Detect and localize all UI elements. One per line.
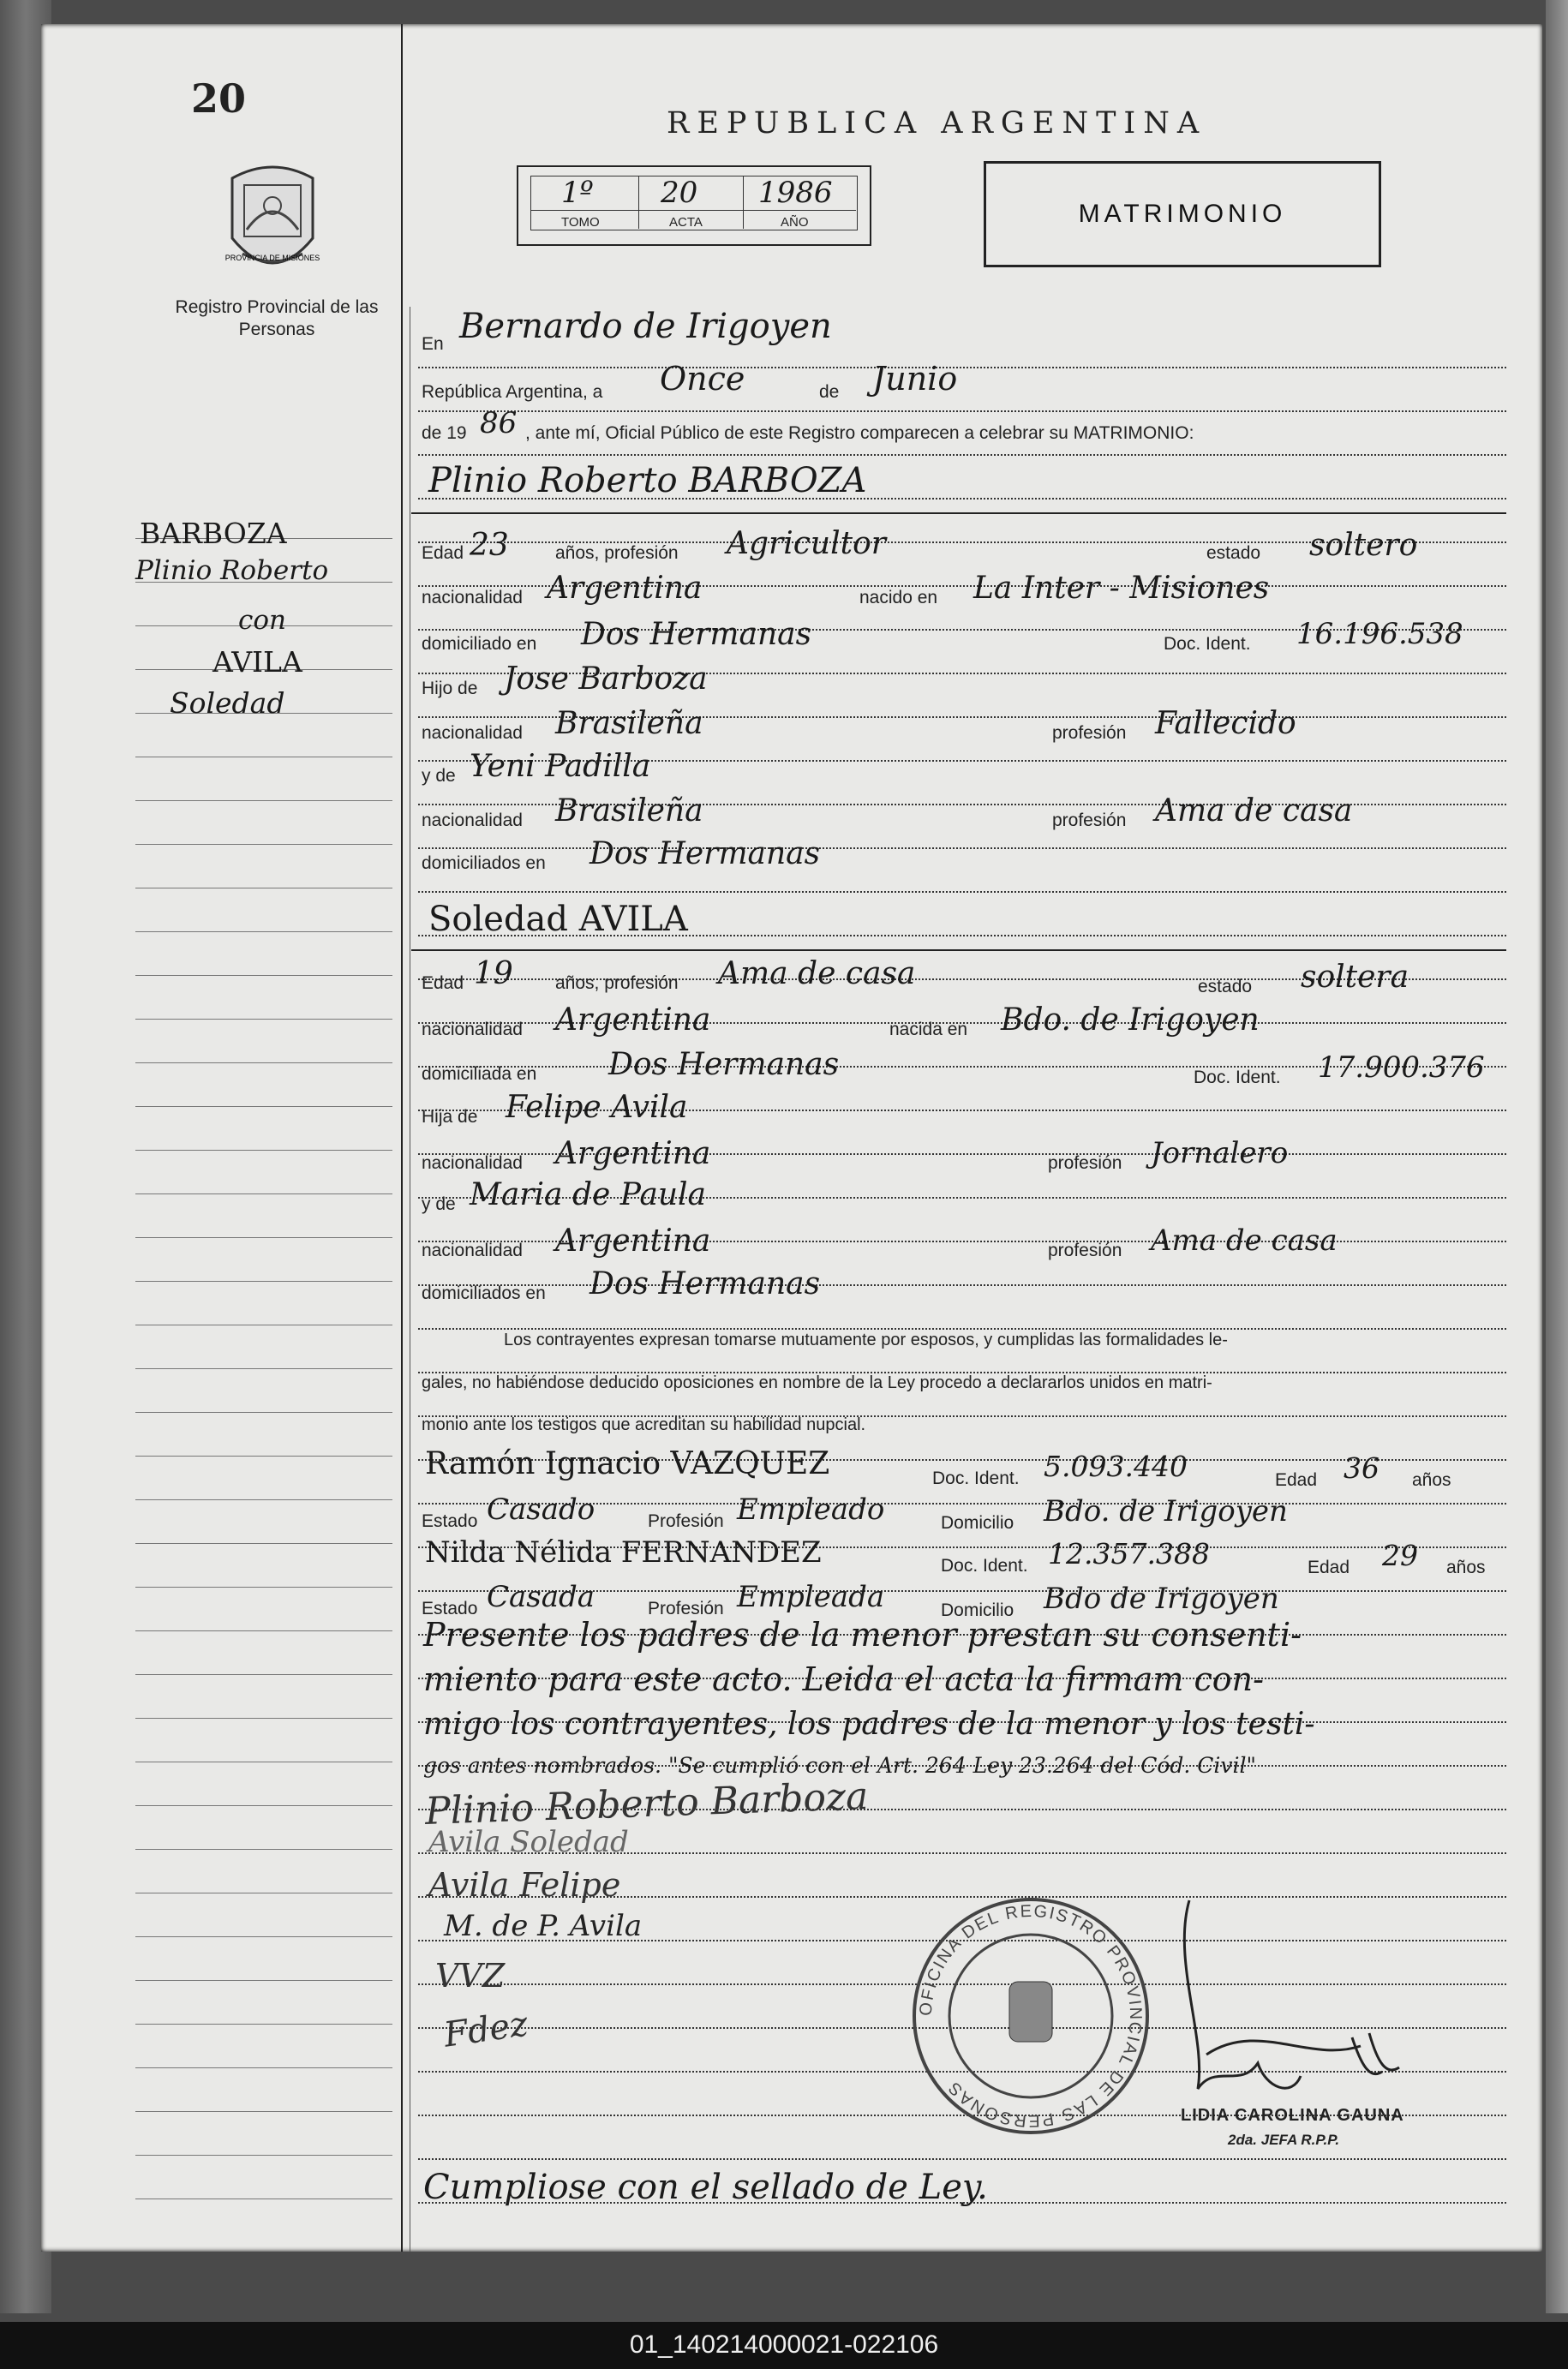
groom-father-label: Hijo de <box>422 679 478 698</box>
groom-nacido: La Inter - Misiones <box>973 571 1270 606</box>
bride-separator <box>411 949 1506 951</box>
column-divider <box>401 24 403 2252</box>
signature-bride-father: Avila Felipe <box>428 1866 621 1904</box>
groom-edad-label: Edad <box>422 543 464 563</box>
bride-nacida-label: nacida en <box>889 1020 968 1039</box>
witness1-profesion: Empleado <box>737 1493 885 1527</box>
bride-parents-dom-label: domiciliados en <box>422 1283 546 1303</box>
page-number: 20 <box>191 75 247 122</box>
witness1-profesion-label: Profesión <box>648 1511 724 1531</box>
witness1-domicilio-label: Domicilio <box>941 1513 1014 1533</box>
groom-nac: Argentina <box>547 571 703 606</box>
witness2-edad-label: Edad <box>1308 1558 1350 1577</box>
witness2-estado-label: Estado <box>422 1599 478 1618</box>
bride-nac-label: nacionalidad <box>422 1020 523 1039</box>
margin-ruled-line <box>135 1456 392 1457</box>
groom-parents-dom: Dos Hermanas <box>589 836 821 871</box>
bride-doc: 17.900.376 <box>1318 1050 1485 1085</box>
witness2-doc: 12.357.388 <box>1048 1537 1210 1570</box>
witness2-profesion: Empleada <box>737 1580 885 1614</box>
official-signature-icon <box>1155 1892 1421 2115</box>
month-value: Junio <box>872 360 958 398</box>
margin-ruled-line <box>135 1281 392 1282</box>
bride-father-nac-label: nacionalidad <box>422 1153 523 1173</box>
margin-ruled-line <box>135 1543 392 1544</box>
svg-text:PROVINCIA DE MISIONES: PROVINCIA DE MISIONES <box>225 254 320 262</box>
witness1-estado: Casado <box>487 1493 595 1527</box>
groom-nac-label: nacionalidad <box>422 588 523 607</box>
margin-ruled-line <box>135 1674 392 1675</box>
ruled-line <box>418 367 1506 368</box>
acta-label: ACTA <box>669 215 703 230</box>
margin-ruled-line <box>135 1980 392 1981</box>
witness1-estado-label: Estado <box>422 1511 478 1531</box>
groom-father-nac-label: nacionalidad <box>422 723 523 743</box>
witness2-profesion-label: Profesión <box>648 1599 724 1618</box>
bride-estado-label: estado <box>1198 977 1253 996</box>
margin-ruled-line <box>135 844 392 845</box>
bride-father-prof-label: profesión <box>1048 1153 1122 1173</box>
observation-line-1: Presente los padres de la menor prestan su consenti- <box>423 1616 1302 1654</box>
bride-mother: Maria de Paula <box>470 1177 706 1212</box>
groom-doc-label: Doc. Ident. <box>1164 634 1251 654</box>
ruled-line <box>418 847 1506 849</box>
svg-text:OFICINA DEL REGISTRO PROVINCIA: OFICINA DEL REGISTRO PROVINCIAL DE LAS PERSONAS <box>916 1901 1146 2131</box>
witness1-anios-label: años <box>1412 1470 1451 1490</box>
ruled-line <box>418 891 1506 893</box>
bride-father-prof: Jornalero <box>1151 1136 1289 1170</box>
de-label: de <box>819 382 840 402</box>
image-id: 01_140214000021-022106 <box>629 2330 939 2359</box>
registry-caption: Registro Provincial de las Personas <box>175 297 379 339</box>
groom-dom-label: domiciliado en <box>422 634 537 654</box>
image-id-bar <box>0 2322 1568 2369</box>
groom-estado: soltero <box>1309 528 1418 563</box>
bride-nac: Argentina <box>555 1002 711 1038</box>
ruled-line <box>418 1284 1506 1286</box>
groom-mother: Yeni Padilla <box>470 749 651 784</box>
ruled-line <box>418 2158 1506 2160</box>
margin-ruled-line <box>135 1587 392 1588</box>
witness2-doc-label: Doc. Ident. <box>941 1556 1028 1576</box>
groom-doc: 16.196.538 <box>1296 617 1463 651</box>
en-label: En <box>422 334 444 354</box>
margin-note-surname2: AVILA <box>212 645 302 679</box>
groom-estado-label: estado <box>1206 543 1261 563</box>
margin-ruled-line <box>135 931 392 932</box>
bride-name: Soledad AVILA <box>428 900 688 939</box>
declaration-line-3: monio ante los testigos que acreditan su habilidad nupcial. <box>422 1415 866 1434</box>
margin-ruled-line <box>135 1849 392 1850</box>
bride-profesion: Ama de casa <box>718 956 916 991</box>
groom-mother-nac-label: nacionalidad <box>422 811 523 830</box>
declaration-line-2: gales, no habiéndose deducido oposiciones en nombre de la Ley procedo a declararlos unidos en matri- <box>422 1373 1212 1392</box>
groom-profesion-label: años, profesión <box>555 543 679 563</box>
declaration-line-1: Los contrayentes expresan tomarse mutuamente por esposos, y cumplidas las formalidades le- <box>504 1331 1228 1349</box>
country-title: REPUBLICA ARGENTINA <box>667 106 1207 141</box>
witness2-domicilio-label: Domicilio <box>941 1600 1014 1620</box>
act-type-box <box>984 161 1381 267</box>
ruled-line <box>418 410 1506 412</box>
closing-note: Cumpliose con el sellado de Ley. <box>423 2168 988 2207</box>
year-prefix: de 19 <box>422 423 467 443</box>
bride-domicilio: Dos Hermanas <box>608 1047 840 1082</box>
margin-ruled-line <box>135 1412 392 1413</box>
groom-mother-nac: Brasileña <box>555 793 703 829</box>
margin-note-given2: Soledad <box>170 686 285 720</box>
margin-note-surname: BARBOZA <box>140 517 287 550</box>
bride-mother-nac-label: nacionalidad <box>422 1241 523 1260</box>
official-name: LIDIA CAROLINA GAUNA <box>1181 2106 1404 2125</box>
misiones-coat-of-arms-icon <box>225 159 320 288</box>
margin-ruled-line <box>135 2024 392 2025</box>
bride-edad-label: Edad <box>422 973 464 993</box>
volume-box <box>517 165 871 246</box>
witness1-doc-label: Doc. Ident. <box>932 1469 1020 1488</box>
bride-parents-dom: Dos Hermanas <box>589 1266 821 1301</box>
signature-groom: Plinio Roberto Barboza <box>424 1774 870 1834</box>
margin-ruled-line <box>135 1106 392 1107</box>
signature-witness2: Fdez <box>441 2004 530 2055</box>
groom-nacido-label: nacido en <box>859 588 938 607</box>
margin-ruled-line <box>135 1237 392 1238</box>
margin-ruled-line <box>135 1062 392 1063</box>
groom-profesion: Agricultor <box>727 526 886 561</box>
witness2-name: Nilda Nélida FERNANDEZ <box>425 1535 822 1570</box>
witness2-domicilio: Bdo de Irigoyen <box>1044 1582 1279 1616</box>
bride-mother-nac: Argentina <box>555 1223 711 1259</box>
register-page <box>41 24 1542 2252</box>
margin-note-given: Plinio Roberto <box>135 555 329 586</box>
bride-father: Felipe Avila <box>506 1090 688 1125</box>
year-suffix: 86 <box>480 406 518 440</box>
bride-edad: 19 <box>474 956 513 991</box>
witness2-anios-label: años <box>1446 1558 1486 1577</box>
bride-doc-label: Doc. Ident. <box>1194 1068 1281 1087</box>
margin-ruled-line <box>135 1193 392 1194</box>
margin-ruled-line <box>135 1936 392 1937</box>
margin-ruled-line <box>135 2111 392 2112</box>
bride-mother-label: y de <box>422 1194 456 1214</box>
day-value: Once <box>660 360 745 398</box>
margin-ruled-line <box>135 2067 392 2068</box>
ruled-line <box>418 1328 1506 1330</box>
bride-mother-prof: Ama de casa <box>1151 1223 1338 1258</box>
groom-father-prof-label: profesión <box>1052 723 1127 743</box>
margin-ruled-line <box>135 1019 392 1020</box>
groom-father-nac: Brasileña <box>555 706 703 741</box>
bride-nacida: Bdo. de Irigoyen <box>1001 1002 1260 1038</box>
margin-ruled-line <box>135 1805 392 1806</box>
observation-line-4: gos antes nombrados. "Se cumplió con el Art. 264 Ley 23.264 del Cód. Civil" <box>423 1753 1257 1778</box>
observation-line-3: migo los contrayentes, los padres de la menor y los testi- <box>423 1707 1315 1742</box>
margin-ruled-line <box>135 1150 392 1151</box>
act-type-label: MATRIMONIO <box>1078 200 1287 228</box>
margin-ruled-line <box>135 975 392 976</box>
margin-ruled-line <box>135 2155 392 2156</box>
bride-father-label: Hija de <box>422 1107 478 1127</box>
intro-rest: , ante mí, Oficial Público de este Registro comparecen a celebrar su MATRIMONIO: <box>525 423 1194 443</box>
bride-dom-label: domiciliada en <box>422 1064 537 1084</box>
signature-witness1: VVZ <box>435 1957 506 1995</box>
official-title: 2da. JEFA R.P.P. <box>1228 2132 1340 2148</box>
bride-father-nac: Argentina <box>555 1136 711 1171</box>
witness2-estado: Casada <box>487 1580 595 1614</box>
ruled-line <box>418 454 1506 456</box>
tomo-label: TOMO <box>561 215 600 230</box>
anio-value: 1986 <box>758 176 833 210</box>
groom-father: Jose Barboza <box>504 661 708 697</box>
margin-ruled-line <box>135 1499 392 1500</box>
groom-domicilio: Dos Hermanas <box>581 617 812 652</box>
signature-bride: Avila Soledad <box>428 1825 629 1859</box>
witness1-doc: 5.093.440 <box>1044 1450 1188 1483</box>
groom-mother-prof: Ama de casa <box>1155 793 1353 829</box>
margin-ruled-line <box>135 1630 392 1631</box>
groom-name: Plinio Roberto BARBOZA <box>428 461 867 500</box>
witness1-domicilio: Bdo. de Irigoyen <box>1044 1494 1288 1528</box>
republica-label: República Argentina, a <box>422 382 603 402</box>
acta-value: 20 <box>661 176 698 210</box>
groom-parents-dom-label: domiciliados en <box>422 853 546 873</box>
anio-label: AÑO <box>781 215 809 230</box>
book-edge <box>1546 0 1568 2313</box>
margin-ruled-line <box>135 800 392 801</box>
margin-note-con: con <box>238 605 286 636</box>
margin-ruled-line <box>135 1718 392 1719</box>
groom-mother-prof-label: profesión <box>1052 811 1127 830</box>
margin-ruled-line <box>135 1368 392 1369</box>
tomo-value: 1º <box>561 176 594 210</box>
bride-mother-prof-label: profesión <box>1048 1241 1122 1260</box>
groom-father-prof: Fallecido <box>1155 706 1296 741</box>
groom-separator <box>411 512 1506 514</box>
groom-edad: 23 <box>470 528 509 563</box>
bride-profesion-label: años, profesión <box>555 973 679 993</box>
witness1-edad: 36 <box>1344 1451 1379 1485</box>
registry-stamp-icon <box>907 1892 1155 2140</box>
groom-mother-label: y de <box>422 766 456 786</box>
place-value: Bernardo de Irigoyen <box>459 307 832 346</box>
signature-bride-mother: M. de P. Avila <box>444 1909 643 1943</box>
witness1-edad-label: Edad <box>1275 1470 1318 1490</box>
bride-estado: soltera <box>1301 960 1409 995</box>
observation-line-2: miento para este acto. Leida el acta la firmam con- <box>423 1660 1264 1698</box>
witness1-name: Ramón Ignacio VAZQUEZ <box>425 1446 830 1481</box>
witness2-edad: 29 <box>1382 1539 1418 1572</box>
